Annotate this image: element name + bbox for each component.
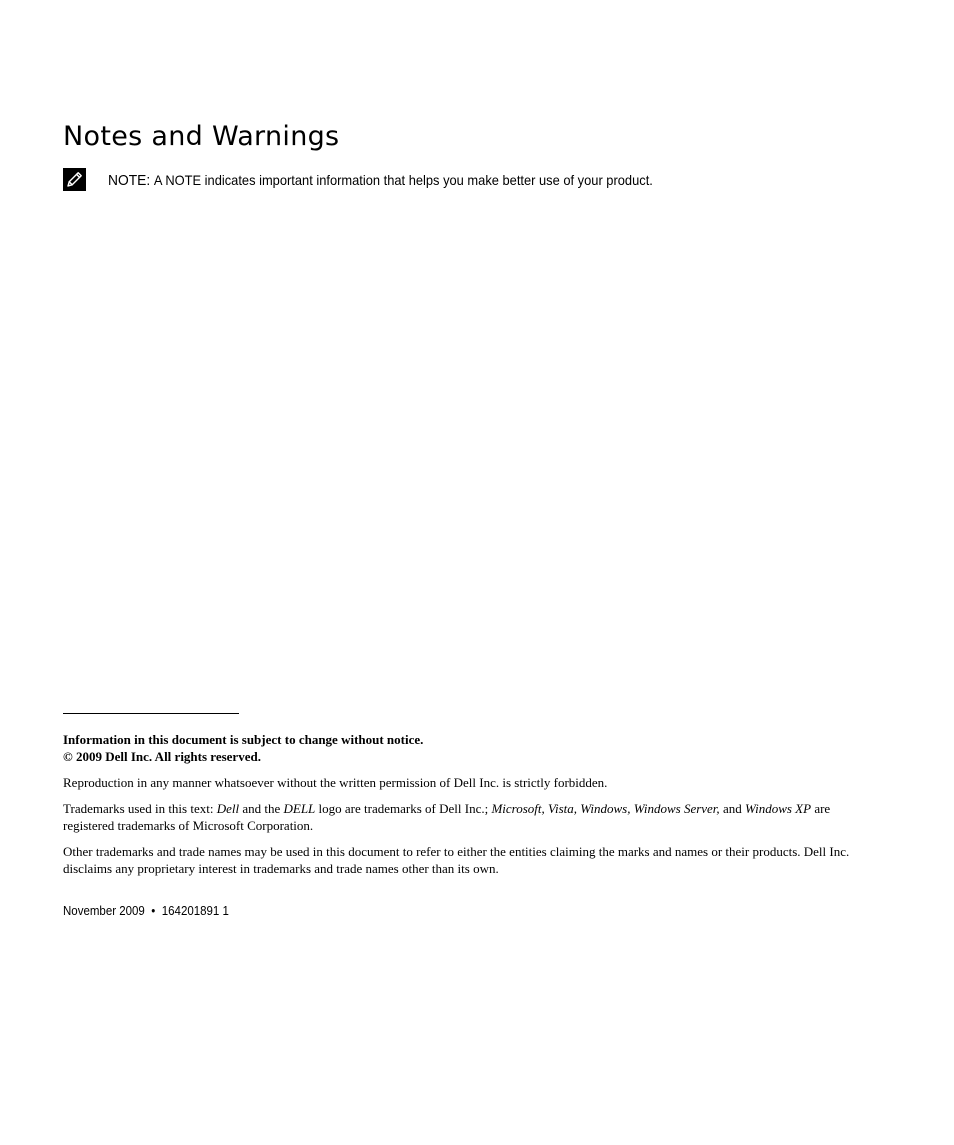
trademarks-text-4: and (719, 801, 745, 816)
footer-separator: • (151, 904, 156, 918)
footer-part-number: 164201891 1 (161, 904, 229, 918)
other-trademarks-paragraph: Other trademarks and trade names may be used in this document to refer to either the entities claiming the marks and names or their products. Dell Inc. disclaims any proprietary interest in trademarks and trade names other than its own. (63, 844, 850, 876)
trademark-dell: Dell (216, 801, 240, 816)
copyright-line: © 2009 Dell Inc. All rights reserved. (63, 749, 261, 764)
trademark-microsoft-products: Microsoft, Vista, Windows, Windows Server, (491, 801, 720, 816)
note-label: NOTE: (108, 172, 151, 189)
page-title: Notes and Warnings (63, 121, 340, 152)
document-footer (63, 902, 229, 920)
trademarks-text-1: Trademarks used in this text: (63, 801, 217, 816)
footer-date: November 2009 (63, 904, 145, 918)
note-text (108, 170, 653, 191)
trademark-dell-logo: DELL (283, 801, 316, 816)
notice-block (63, 731, 863, 765)
trademarks-text-3: logo are trademarks of Dell Inc.; (315, 801, 492, 816)
legal-notice (63, 731, 863, 886)
notice-line: Information in this document is subject to change without notice. (63, 732, 424, 747)
trademarks-paragraph (63, 800, 863, 834)
trademark-windows-xp: Windows XP (744, 801, 812, 816)
note-body: A NOTE indicates important information that helps you make better use of your product. (153, 172, 653, 188)
footnote-divider (63, 713, 239, 714)
pencil-note-icon (63, 168, 86, 191)
note-callout (63, 168, 883, 192)
reproduction-paragraph: Reproduction in any manner whatsoever without the written permission of Dell Inc. is strictly forbidden. (63, 775, 608, 790)
trademarks-text-5: are registered trademarks of Microsoft Corporation. (63, 801, 831, 833)
trademarks-text-2: and the (239, 801, 284, 816)
